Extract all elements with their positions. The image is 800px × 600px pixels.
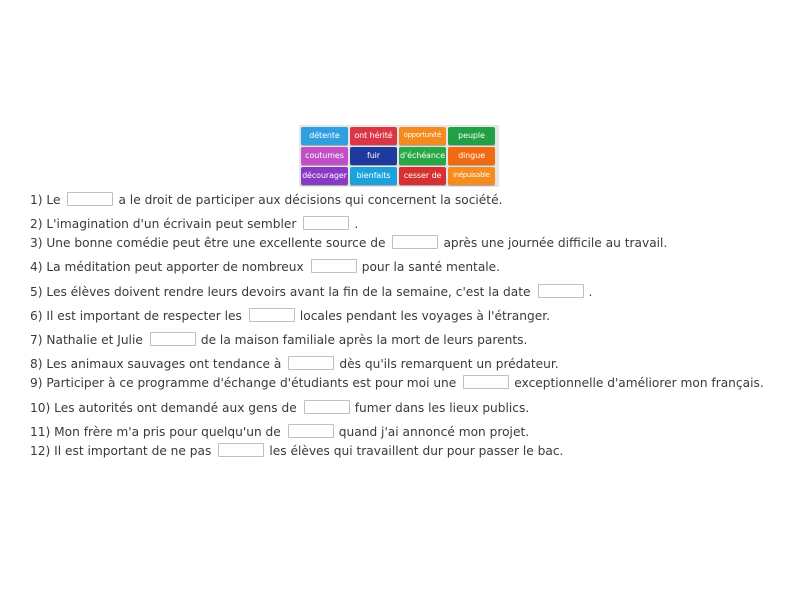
word-tile[interactable]: coutumes <box>301 147 348 165</box>
sentence-text-after: . <box>354 217 359 231</box>
word-tile[interactable]: cesser de <box>399 167 446 185</box>
answer-blank[interactable] <box>218 443 264 457</box>
sentence <box>30 375 764 391</box>
sentence-text-before: 11) Mon frère m'a pris pour quelqu'un de <box>30 425 281 439</box>
word-bank <box>299 125 499 187</box>
sentence <box>30 424 529 440</box>
sentence <box>30 308 550 324</box>
sentence <box>30 216 358 232</box>
answer-blank[interactable] <box>150 332 196 346</box>
sentence <box>30 284 592 300</box>
word-tile[interactable]: d'échéance <box>399 147 446 165</box>
word-tile[interactable]: opportunité <box>399 127 446 145</box>
word-tile[interactable]: fuir <box>350 147 397 165</box>
answer-blank[interactable] <box>463 375 509 389</box>
sentence <box>30 192 502 208</box>
sentence <box>30 259 500 275</box>
sentence-text-before: 10) Les autorités ont demandé aux gens de <box>30 401 297 415</box>
sentence-text-before: 9) Participer à ce programme d'échange d'étudiants est pour moi une <box>30 376 457 390</box>
sentence-text-after: de la maison familiale après la mort de leurs parents. <box>200 333 528 347</box>
sentence-text-before: 6) Il est important de respecter les <box>30 309 242 323</box>
sentence <box>30 235 667 251</box>
word-tile[interactable]: décourager <box>301 167 348 185</box>
sentence-text-after: fumer dans les lieux publics. <box>354 401 530 415</box>
answer-blank[interactable] <box>392 235 438 249</box>
word-tile[interactable]: inépuisable <box>448 167 495 185</box>
sentence-text-before: 2) L'imagination d'un écrivain peut sembler <box>30 217 297 231</box>
sentence-text-after: après une journée difficile au travail. <box>443 236 668 250</box>
answer-blank[interactable] <box>288 356 334 370</box>
word-tile[interactable]: détente <box>301 127 348 145</box>
sentence-text-after: locales pendant les voyages à l'étranger. <box>299 309 550 323</box>
sentence-text-before: 12) Il est important de ne pas <box>30 444 212 458</box>
word-tile[interactable]: bienfaits <box>350 167 397 185</box>
answer-blank[interactable] <box>538 284 584 298</box>
sentence-text-after: pour la santé mentale. <box>361 260 501 274</box>
sentence <box>30 356 559 372</box>
sentence-text-before: 4) La méditation peut apporter de nombreux <box>30 260 304 274</box>
answer-blank[interactable] <box>304 400 350 414</box>
sentence-text-after: exceptionnelle d'améliorer mon français. <box>514 376 764 390</box>
sentence <box>30 400 529 416</box>
answer-blank[interactable] <box>67 192 113 206</box>
word-tile[interactable]: peuple <box>448 127 495 145</box>
sentence-text-before: 8) Les animaux sauvages ont tendance à <box>30 357 282 371</box>
sentence-text-before: 3) Une bonne comédie peut être une excellente source de <box>30 236 386 250</box>
word-tile[interactable]: dingue <box>448 147 495 165</box>
answer-blank[interactable] <box>303 216 349 230</box>
answer-blank[interactable] <box>311 259 357 273</box>
sentence-text-after: les élèves qui travaillent dur pour passer le bac. <box>269 444 564 458</box>
answer-blank[interactable] <box>249 308 295 322</box>
sentence-text-after: dès qu'ils remarquent un prédateur. <box>339 357 559 371</box>
sentence-text-before: 7) Nathalie et Julie <box>30 333 143 347</box>
sentence-text-before: 1) Le <box>30 193 61 207</box>
answer-blank[interactable] <box>288 424 334 438</box>
sentence <box>30 443 563 459</box>
sentence-text-after: a le droit de participer aux décisions qui concernent la société. <box>118 193 503 207</box>
sentence-text-before: 5) Les élèves doivent rendre leurs devoirs avant la fin de la semaine, c'est la date <box>30 285 531 299</box>
sentence-text-after: . <box>588 285 593 299</box>
word-tile[interactable]: ont hérité <box>350 127 397 145</box>
sentence <box>30 332 527 348</box>
sentence-text-after: quand j'ai annoncé mon projet. <box>338 425 530 439</box>
